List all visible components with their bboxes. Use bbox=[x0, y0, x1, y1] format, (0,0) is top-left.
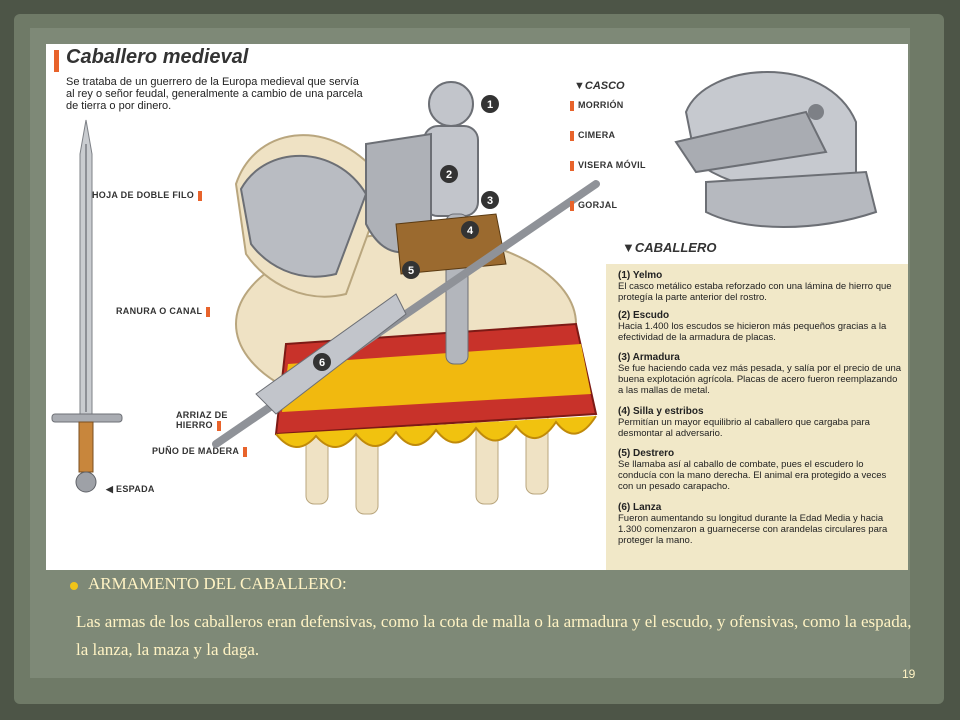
legend-entry-lanza: (6) Lanza Fueron aumentando su longitud durante la Edad Media y hacia 1.300 comenzaron a guarnecerse con arandelas circulares para proteger la mano. bbox=[618, 502, 888, 546]
helmet-part-cimera: CIMERA bbox=[570, 130, 615, 141]
callout-1: 1 bbox=[486, 99, 494, 111]
caption-title: ARMAMENTO DEL CABALLERO: bbox=[88, 574, 347, 593]
illustration-intro: Se trataba de un guerrero de la Europa medieval que servía al rey o señor feudal, generalmente a cambio de una parcela de tierra o por dinero. bbox=[66, 76, 363, 112]
callout-4: 4 bbox=[466, 225, 474, 237]
legend-entry-yelmo: (1) Yelmo El casco metálico estaba reforzado con una lámina de hierro que protegía la parte anterior del rostro. bbox=[618, 270, 892, 303]
legend-entry-silla: (4) Silla y estribos Permitían un mayor equilibrio al caballero que cargaba para desmontar al adversario. bbox=[618, 406, 870, 439]
callout-3: 3 bbox=[486, 195, 494, 207]
caption-body: Las armas de los caballeros eran defensivas, como la cota de malla o la armadura y el escudo, y ofensivas, como la espada, la lanza, la maza y la daga. bbox=[76, 612, 912, 659]
horse-and-knight-drawing bbox=[196, 64, 616, 534]
bullet-icon bbox=[70, 582, 78, 590]
helmet-heading: ▼CASCO bbox=[574, 80, 625, 92]
helmet-drawing bbox=[656, 52, 886, 242]
callout-2: 2 bbox=[445, 169, 453, 181]
page-number: 19 bbox=[902, 667, 916, 681]
callout-5: 5 bbox=[407, 265, 415, 277]
callout-6: 6 bbox=[318, 357, 326, 369]
illustration-title: Caballero medieval bbox=[66, 46, 249, 68]
legend-entry-escudo: (2) Escudo Hacia 1.400 los escudos se hicieron más pequeños gracias a la efectividad de la armadura de placas. bbox=[618, 310, 887, 343]
sword-label-sword: ◀ ESPADA bbox=[106, 484, 155, 494]
sword-label-grip: PUÑO DE MADERA bbox=[152, 446, 248, 457]
knight-illustration bbox=[46, 44, 908, 570]
sword-label-blade: HOJA DE DOBLE FILO bbox=[92, 190, 202, 201]
helmet-part-gorjal: GORJAL bbox=[570, 200, 617, 211]
sword-label-groove: RANURA O CANAL bbox=[116, 306, 210, 317]
helmet-part-morrion: MORRIÓN bbox=[570, 100, 624, 111]
title-accent-bar bbox=[54, 50, 59, 72]
sword-label-crossguard: ARRIAZ DE HIERRO bbox=[176, 410, 228, 430]
legend-entry-destrero: (5) Destrero Se llamaba así al caballo de combate, pues el escudero lo conducía con la mano derecha. El animal era protegido a veces con un pesado carapacho. bbox=[618, 448, 887, 492]
helmet-part-visera: VISERA MÓVIL bbox=[570, 160, 646, 171]
legend-heading: ▼CABALLERO bbox=[622, 240, 717, 255]
legend-entry-armadura: (3) Armadura Se fue haciendo cada vez más pesada, y salía por el precio de una buena explotación agrícola. Placas de acero fueron reemplazando a las mallas de metal. bbox=[618, 352, 902, 396]
